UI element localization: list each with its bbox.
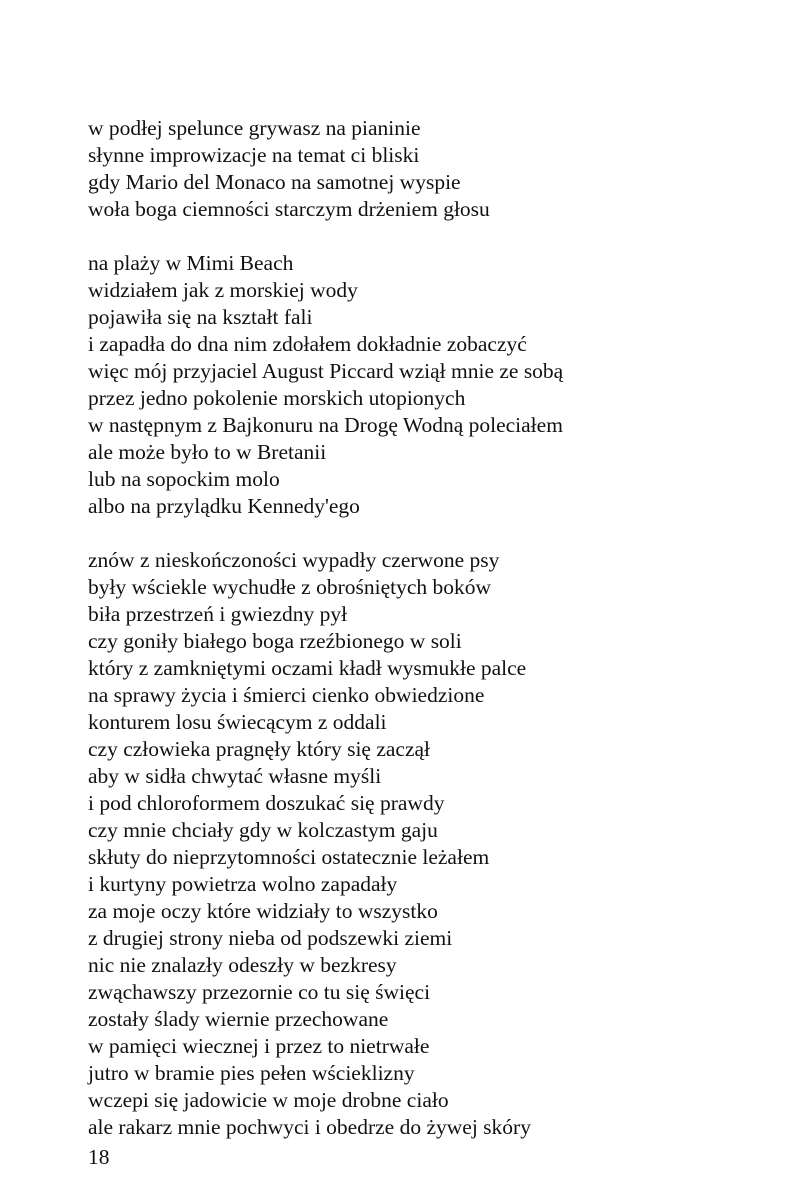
poem-line: w następnym z Bajkonuru na Drogę Wodną poleciałem: [88, 413, 563, 437]
poem-line: więc mój przyjaciel August Piccard wziął mnie ze sobą: [88, 359, 564, 383]
poem-line: wczepi się jadowicie w moje drobne ciało: [88, 1088, 449, 1112]
poem-line: który z zamkniętymi oczami kładł wysmukłe palce: [88, 656, 527, 680]
poem-line: woła boga ciemności starczym drżeniem głosu: [88, 197, 490, 221]
poem-line: pojawiła się na kształt fali: [88, 305, 313, 329]
poem-line: aby w sidła chwytać własne myśli: [88, 764, 382, 788]
poem-line: w podłej spelunce grywasz na pianinie: [88, 116, 421, 140]
poem-line: gdy Mario del Monaco na samotnej wyspie: [88, 170, 461, 194]
poem-line: przez jedno pokolenie morskich utopionych: [88, 386, 466, 410]
poem-line: i pod chloroformem doszukać się prawdy: [88, 791, 445, 815]
poem-line: w pamięci wiecznej i przez to nietrwałe: [88, 1034, 430, 1058]
poem-line: lub na sopockim molo: [88, 467, 280, 491]
poem-line: jutro w bramie pies pełen wścieklizny: [88, 1061, 415, 1085]
poem-line: zwąchawszy przezornie co tu się święci: [88, 980, 431, 1004]
poem-line: albo na przylądku Kennedy'ego: [88, 494, 360, 518]
stanza-1: [88, 115, 768, 223]
poem-line: czy człowieka pragnęły który się zaczął: [88, 737, 431, 761]
poem-line: na sprawy życia i śmierci cienko obwiedzione: [88, 683, 485, 707]
poem-line: konturem losu świecącym z oddali: [88, 710, 387, 734]
poem-line: widziałem jak z morskiej wody: [88, 278, 358, 302]
poem-line: czy goniły białego boga rzeźbionego w soli: [88, 629, 462, 653]
poem-line: za moje oczy które widziały to wszystko: [88, 899, 438, 923]
poem-line: z drugiej strony nieba od podszewki ziemi: [88, 926, 453, 950]
poem-line: były wściekle wychudłe z obrośniętych boków: [88, 575, 492, 599]
poem-line: ale rakarz mnie pochwyci i obedrze do żywej skóry: [88, 1115, 531, 1139]
poem-line: ale może było to w Bretanii: [88, 440, 327, 464]
stanza-3: [88, 547, 768, 1141]
poem-line: na plaży w Mimi Beach: [88, 251, 294, 275]
page-number: 18: [88, 1145, 110, 1169]
poem-line: i zapadła do dna nim zdołałem dokładnie zobaczyć: [88, 332, 527, 356]
poem-line: słynne improwizacje na temat ci bliski: [88, 143, 420, 167]
poem-line: biła przestrzeń i gwiezdny pył: [88, 602, 348, 626]
poem-line: i kurtyny powietrza wolno zapadały: [88, 872, 398, 896]
poem-line: znów z nieskończoności wypadły czerwone psy: [88, 548, 500, 572]
stanza-2: [88, 250, 768, 520]
poem-line: skłuty do nieprzytomności ostatecznie leżałem: [88, 845, 490, 869]
poem-line: nic nie znalazły odeszły w bezkresy: [88, 953, 397, 977]
poem-line: zostały ślady wiernie przechowane: [88, 1007, 389, 1031]
poem: [88, 115, 768, 1168]
poem-line: czy mnie chciały gdy w kolczastym gaju: [88, 818, 438, 842]
